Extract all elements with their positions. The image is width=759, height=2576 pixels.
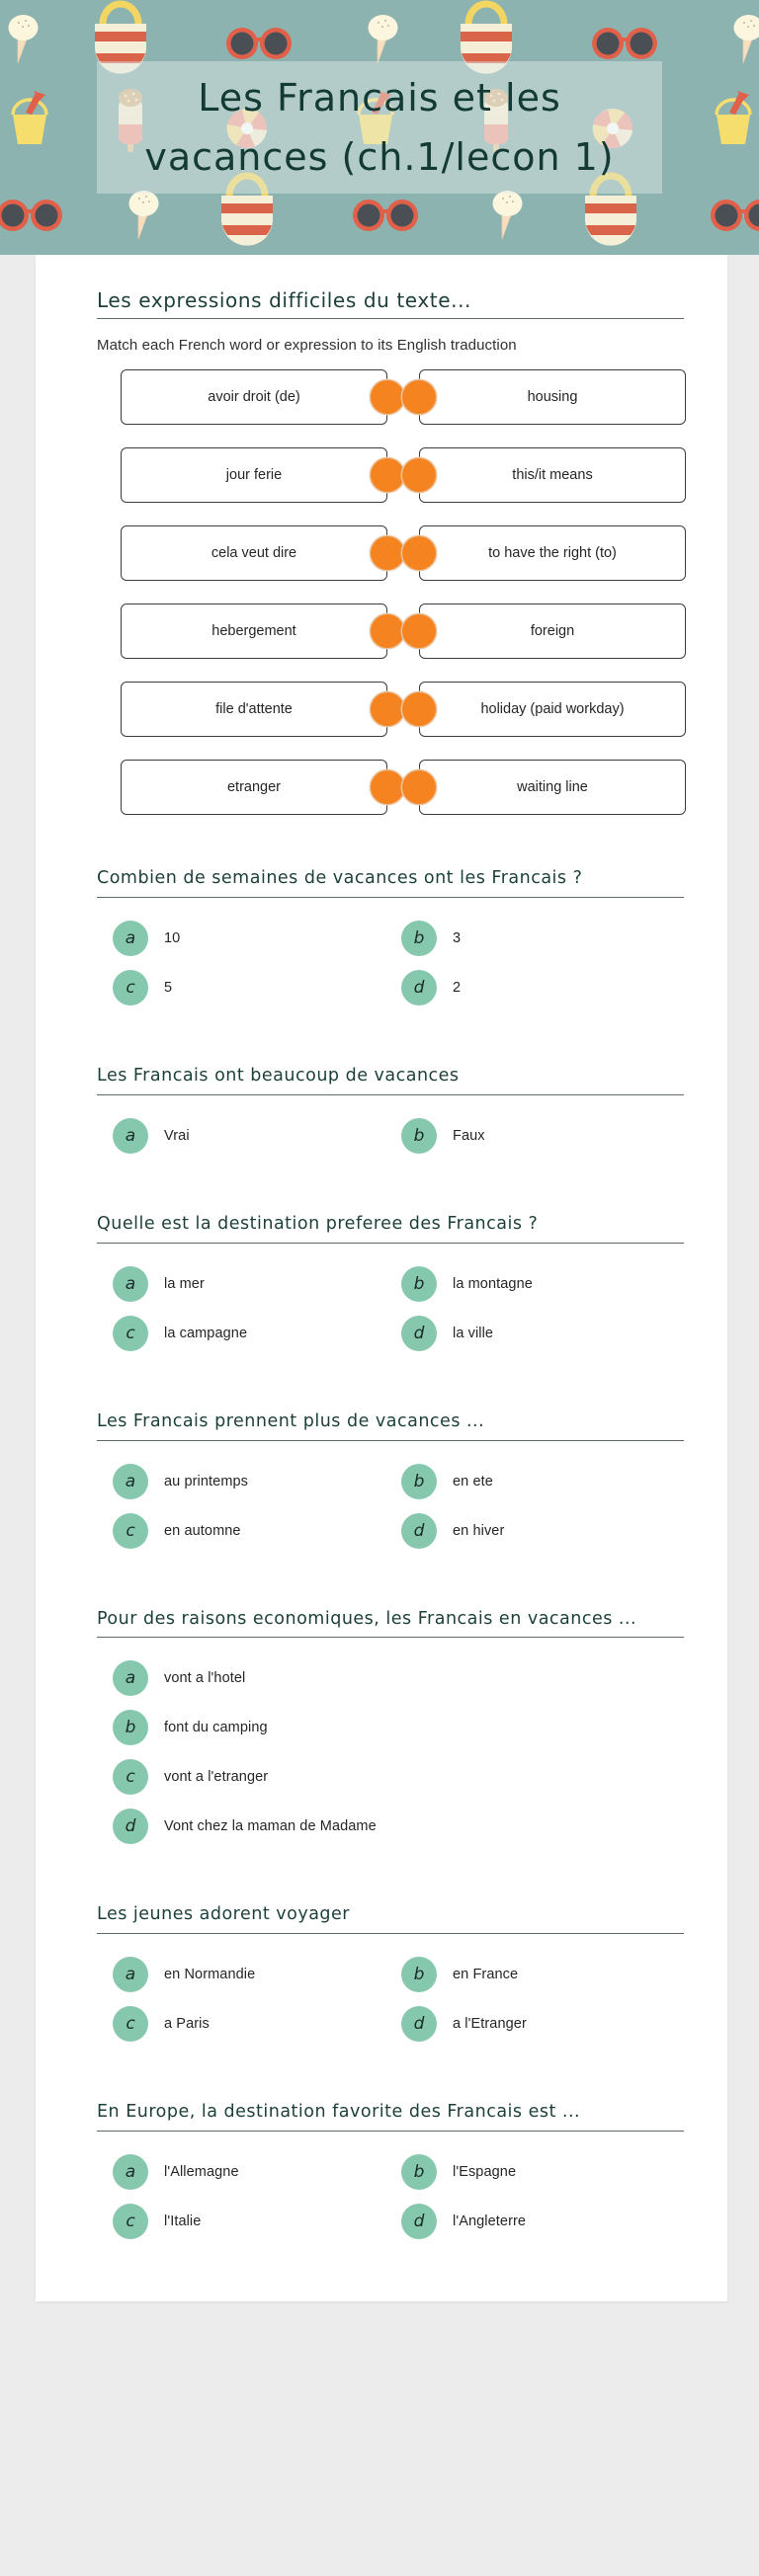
option-label: Vont chez la maman de Madame (164, 1818, 377, 1835)
matching-instructions: Match each French word or expression to its English traduction (97, 337, 517, 354)
option-label: en automne (164, 1522, 241, 1539)
option-row[interactable] (401, 1259, 690, 1309)
option-letter-bubble[interactable]: d (401, 1513, 437, 1549)
option-label: a l'Etranger (453, 2016, 527, 2033)
connector-dot-icon[interactable] (402, 614, 436, 648)
option-label: la campagne (164, 1325, 248, 1341)
connector-dot-icon[interactable] (371, 692, 404, 726)
matching-section (73, 288, 690, 815)
connector-dot-icon[interactable] (371, 770, 404, 804)
match-right-label: waiting line (419, 760, 686, 815)
content-card (36, 255, 727, 2301)
question-title: En Europe, la destination favorite des Francais est ... (97, 2102, 581, 2123)
match-item[interactable] (121, 682, 387, 737)
question-block (73, 815, 690, 1012)
question-title: Quelle est la destination preferee des Francais ? (97, 1213, 539, 1234)
option-row[interactable] (113, 1457, 401, 1506)
option-list (73, 1244, 690, 1358)
option-letter-bubble[interactable]: c (113, 1316, 148, 1351)
option-letter-bubble[interactable]: b (401, 1957, 437, 1992)
option-letter-bubble[interactable]: c (113, 970, 148, 1006)
match-right-label: this/it means (419, 447, 686, 503)
option-list (73, 1638, 690, 1851)
option-label: l'Espagne (453, 2164, 517, 2181)
match-left-label: jour ferie (121, 447, 387, 503)
matching-left-column (121, 369, 387, 815)
option-label: 5 (164, 979, 173, 996)
question-title: Pour des raisons economiques, les Francais en vacances ... (97, 1608, 637, 1629)
option-label: en ete (453, 1473, 493, 1489)
question-block (73, 1851, 690, 2049)
match-item[interactable] (419, 447, 686, 503)
option-row[interactable] (113, 1259, 401, 1309)
option-row[interactable] (401, 914, 690, 963)
option-label: l'Allemagne (164, 2164, 239, 2181)
option-letter-bubble[interactable]: a (113, 1464, 148, 1499)
option-label: en Normandie (164, 1967, 256, 1983)
connector-dot-icon[interactable] (371, 536, 404, 570)
match-item[interactable] (121, 447, 387, 503)
option-letter-bubble[interactable]: b (113, 1710, 148, 1745)
option-letter-bubble[interactable]: d (113, 1809, 148, 1844)
connector-dot-icon[interactable] (371, 380, 404, 414)
option-letter-bubble[interactable]: c (113, 2204, 148, 2239)
connector-dot-icon[interactable] (402, 770, 436, 804)
match-left-label: hebergement (121, 604, 387, 659)
matching-section-title: Les expressions difficiles du texte... (97, 288, 471, 312)
title-line-1: Les Francais et les (198, 76, 561, 120)
connector-dot-icon[interactable] (402, 692, 436, 726)
option-label: vont a l'etranger (164, 1769, 269, 1786)
option-letter-bubble[interactable]: d (401, 2204, 437, 2239)
option-row[interactable] (113, 914, 401, 963)
option-row[interactable] (113, 1703, 690, 1752)
option-row[interactable] (401, 1950, 690, 1999)
match-left-label: cela veut dire (121, 525, 387, 581)
option-letter-bubble[interactable]: b (401, 1266, 437, 1302)
option-row[interactable] (113, 963, 401, 1012)
option-row[interactable] (113, 1309, 401, 1358)
option-letter-bubble[interactable]: a (113, 1660, 148, 1696)
option-letter-bubble[interactable]: b (401, 1464, 437, 1499)
option-label: 2 (453, 979, 462, 996)
option-letter-bubble[interactable]: d (401, 2006, 437, 2042)
option-label: au printemps (164, 1473, 249, 1489)
option-label: Faux (453, 1127, 485, 1144)
option-label: font du camping (164, 1720, 268, 1736)
match-item[interactable] (121, 525, 387, 581)
connector-dot-icon[interactable] (402, 536, 436, 570)
connector-dot-icon[interactable] (371, 614, 404, 648)
option-row[interactable] (113, 1653, 690, 1703)
option-letter-bubble[interactable]: b (401, 921, 437, 956)
question-block (73, 1012, 690, 1161)
match-item[interactable] (419, 369, 686, 425)
option-letter-bubble[interactable]: a (113, 1118, 148, 1154)
option-list (73, 1095, 690, 1161)
option-letter-bubble[interactable]: a (113, 1266, 148, 1302)
option-row[interactable] (113, 1802, 690, 1851)
question-title: Les Francais prennent plus de vacances ... (97, 1410, 485, 1431)
option-row[interactable] (401, 1457, 690, 1506)
option-row[interactable] (113, 2197, 401, 2246)
option-row[interactable] (113, 1950, 401, 1999)
option-row[interactable] (113, 1999, 401, 2049)
match-right-label: holiday (paid workday) (419, 682, 686, 737)
option-letter-bubble[interactable]: d (401, 970, 437, 1006)
option-label: la ville (453, 1325, 494, 1341)
option-row[interactable] (401, 1309, 690, 1358)
option-letter-bubble[interactable]: a (113, 921, 148, 956)
question-title: Les Francais ont beaucoup de vacances (97, 1065, 460, 1086)
match-left-label: avoir droit (de) (121, 369, 387, 425)
match-item[interactable] (419, 682, 686, 737)
match-right-label: foreign (419, 604, 686, 659)
match-left-label: file d'attente (121, 682, 387, 737)
connector-dot-icon[interactable] (371, 458, 404, 492)
option-label: Vrai (164, 1127, 190, 1144)
option-label: 10 (164, 929, 181, 946)
option-row[interactable] (113, 1506, 401, 1556)
option-letter-bubble[interactable]: c (113, 1759, 148, 1795)
option-row[interactable] (113, 1752, 690, 1802)
question-block (73, 1358, 690, 1556)
match-item[interactable] (121, 369, 387, 425)
option-letter-bubble[interactable]: b (401, 2154, 437, 2190)
page-title (97, 61, 662, 194)
option-row[interactable] (401, 1999, 690, 2049)
option-row[interactable] (401, 963, 690, 1012)
option-row[interactable] (113, 2147, 401, 2197)
match-item[interactable] (419, 525, 686, 581)
option-label: en hiver (453, 1522, 505, 1539)
match-item[interactable] (419, 760, 686, 815)
option-row[interactable] (113, 1111, 401, 1161)
match-item[interactable] (419, 604, 686, 659)
connector-dot-icon[interactable] (402, 380, 436, 414)
option-list (73, 1441, 690, 1556)
option-row[interactable] (401, 1506, 690, 1556)
question-block (73, 2049, 690, 2246)
option-list (73, 898, 690, 1012)
option-row[interactable] (401, 1111, 690, 1161)
option-label: l'Italie (164, 2214, 202, 2230)
option-row[interactable] (401, 2147, 690, 2197)
option-letter-bubble[interactable]: a (113, 2154, 148, 2190)
question-title: Les jeunes adorent voyager (97, 1904, 350, 1925)
option-letter-bubble[interactable]: c (113, 1513, 148, 1549)
match-item[interactable] (121, 604, 387, 659)
option-label: vont a l'hotel (164, 1670, 246, 1687)
matching-right-column (419, 369, 686, 815)
option-letter-bubble[interactable]: a (113, 1957, 148, 1992)
header-banner (0, 0, 759, 255)
option-list (73, 1934, 690, 2049)
match-right-label: housing (419, 369, 686, 425)
option-label: 3 (453, 929, 462, 946)
match-left-label: etranger (121, 760, 387, 815)
option-label: la montagne (453, 1275, 533, 1292)
option-list (73, 2132, 690, 2246)
connector-dot-icon[interactable] (402, 458, 436, 492)
option-label: l'Angleterre (453, 2214, 527, 2230)
option-letter-bubble[interactable]: d (401, 1316, 437, 1351)
question-block (73, 1161, 690, 1358)
option-label: la mer (164, 1275, 205, 1292)
option-label: a Paris (164, 2016, 210, 2033)
question-title: Combien de semaines de vacances ont les Francais ? (97, 868, 583, 888)
question-block (73, 1556, 690, 1852)
match-right-label: to have the right (to) (419, 525, 686, 581)
match-item[interactable] (121, 760, 387, 815)
title-line-2: vacances (ch.1/lecon 1) (144, 135, 615, 179)
option-letter-bubble[interactable]: b (401, 1118, 437, 1154)
option-label: en France (453, 1967, 519, 1983)
matching-grid (73, 363, 690, 815)
option-row[interactable] (401, 2197, 690, 2246)
option-letter-bubble[interactable]: c (113, 2006, 148, 2042)
